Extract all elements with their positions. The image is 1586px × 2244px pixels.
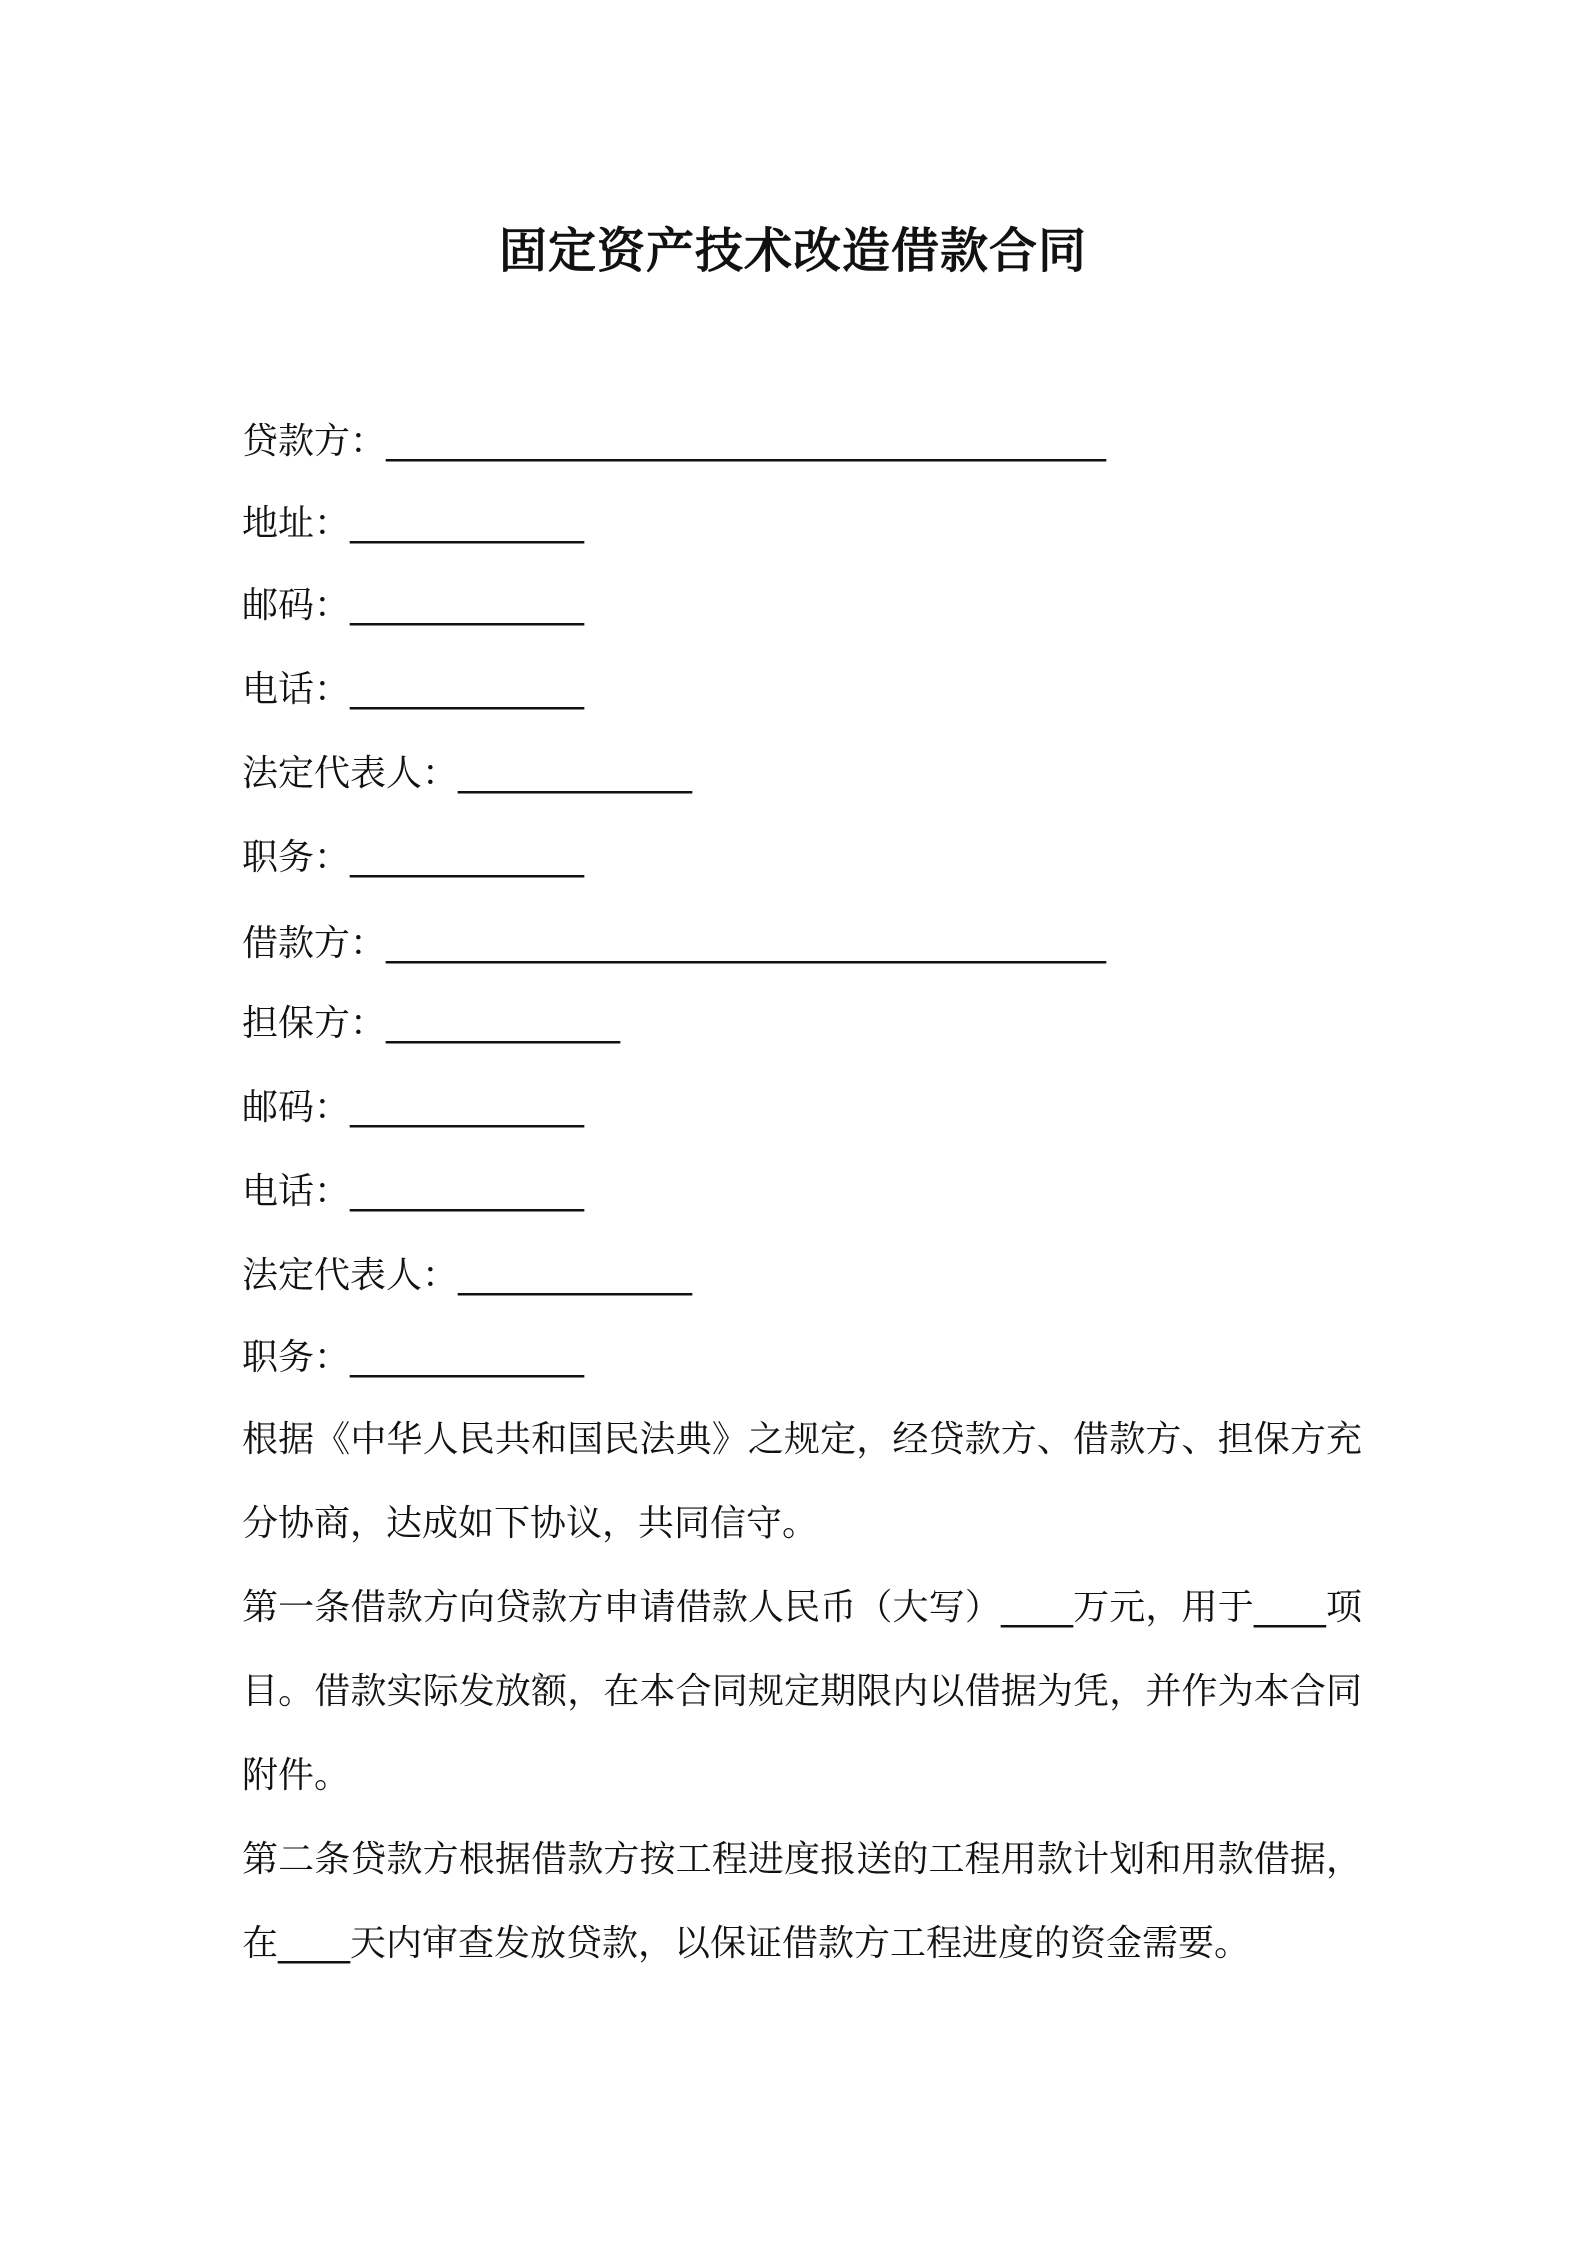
field-label: 法定代表人： [242,753,459,794]
field-blank: ________________________________________ [386,421,1107,462]
article-1-paragraph: 第一条借款方向贷款方申请借款人民币（大写）____万元，用于____项目。借款实际发放额，在本合同规定期限内以借据为凭，并作为本合同附件。 [242,1587,1362,1796]
address-field [242,502,584,546]
field-blank: _____________ [458,753,693,794]
phone-field-2 [242,1170,584,1214]
field-blank: _____________ [350,1171,585,1212]
guarantor-field [242,1002,620,1046]
field-blank: _____________ [458,1255,693,1296]
field-blank: ________________________________________ [386,923,1107,964]
postcode-field [242,584,584,628]
position-field [242,836,584,880]
article-2-paragraph: 第二条贷款方根据借款方按工程进度报送的工程用款计划和用款借据，在____天内审查发放贷款，以保证借款方工程进度的资金需要。 [242,1839,1362,1964]
position-field-2 [242,1336,584,1380]
phone-field [242,668,584,712]
legal-rep-field-2 [242,1254,692,1298]
field-label: 电话： [242,669,351,710]
field-label: 担保方： [242,1003,387,1044]
field-label: 借款方： [242,923,387,964]
field-label: 法定代表人： [242,1255,459,1296]
field-label: 贷款方： [242,421,387,462]
field-blank: _____________ [350,1337,585,1378]
field-blank: _____________ [350,503,585,544]
field-blank: _____________ [350,1087,585,1128]
borrower-field [242,922,1106,966]
field-label: 邮码： [242,1087,351,1128]
field-blank: _____________ [350,837,585,878]
field-label: 职务： [242,837,351,878]
field-label: 邮码： [242,585,351,626]
postcode-field-2 [242,1086,584,1130]
field-label: 地址： [242,503,351,544]
document-title: 固定资产技术改造借款合同 [498,223,1087,279]
field-blank: _____________ [386,1003,621,1044]
field-blank: _____________ [350,669,585,710]
field-blank: _____________ [350,585,585,626]
field-label: 职务： [242,1337,351,1378]
lender-field [242,420,1106,464]
legal-rep-field [242,752,692,796]
preamble-paragraph: 根据《中华人民共和国民法典》之规定，经贷款方、借款方、担保方充分协商，达成如下协议，共同信守。 [242,1419,1362,1544]
field-label: 电话： [242,1171,351,1212]
